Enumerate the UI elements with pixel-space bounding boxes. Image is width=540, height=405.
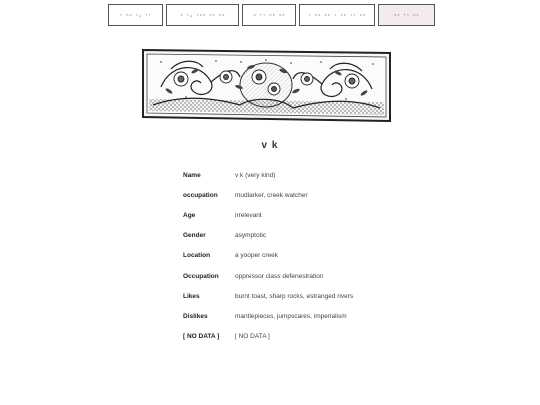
info-row-occupation-1 <box>183 185 413 205</box>
info-key: Gender <box>183 232 206 240</box>
page-title: v k <box>261 140 279 151</box>
info-row-dislikes <box>183 306 413 326</box>
nav-tab-4[interactable] <box>299 4 375 26</box>
ornament-banner <box>141 47 392 123</box>
info-value: [ NO DATA ] <box>235 333 270 341</box>
info-value: a yooper creek <box>235 252 278 260</box>
info-key: Occupation <box>183 272 219 280</box>
info-row-age <box>183 205 413 225</box>
info-key: occupation <box>183 191 218 199</box>
info-value: asymptotic <box>235 232 267 240</box>
nav-tab-label: ᵗ ᵐᵐ ᵗᵥ ᵗᵗ <box>119 13 152 19</box>
info-row-location <box>183 246 413 266</box>
info-key: [ NO DATA ] <box>183 333 220 341</box>
info-row-no-data <box>183 327 413 347</box>
info-key: Age <box>183 211 196 219</box>
info-value: oppressor class defenestration <box>235 272 324 280</box>
info-row-gender <box>183 226 413 246</box>
nav-tab-1[interactable] <box>108 4 163 26</box>
info-row-likes <box>183 286 413 306</box>
nav-tab-3[interactable] <box>242 4 296 26</box>
info-key: Name <box>183 171 201 179</box>
info-value: v k (very kind) <box>235 171 276 179</box>
info-row-name <box>183 165 413 185</box>
info-value: mudlarker, creek watcher <box>235 191 308 199</box>
nav-tab-label: ᵗ ᵐᵐ ᵐᵐ ᵗ ᵐᵐ ᵗᵗ ᵐᵐ <box>308 13 366 19</box>
info-value: irrelevant <box>235 211 262 219</box>
info-value: mantlepieces, jumpscares, imperialism <box>235 312 347 320</box>
info-key: Dislikes <box>183 312 208 320</box>
nav-tab-2[interactable] <box>166 4 239 26</box>
nav-tab-5-active[interactable] <box>378 4 435 26</box>
character-info-table <box>183 165 413 347</box>
info-key: Location <box>183 252 211 260</box>
top-nav <box>108 4 435 26</box>
nav-tab-label: ᵈ ᵗᵥ ᵗᵐᵐ ᵐᵐ ᵐᵐ <box>180 13 225 19</box>
info-row-occupation-2 <box>183 266 413 286</box>
ornament-icon <box>141 47 392 123</box>
info-value: burnt toast, sharp rocks, estranged rivers <box>235 292 354 300</box>
info-key: Likes <box>183 292 200 300</box>
nav-tab-label: ᵐᵐ ᵗᵗ ᵐᵐ <box>393 13 420 19</box>
nav-tab-label: ᵈ ᵗᵗ ᵐᵐ ᵐᵐ <box>252 13 286 19</box>
